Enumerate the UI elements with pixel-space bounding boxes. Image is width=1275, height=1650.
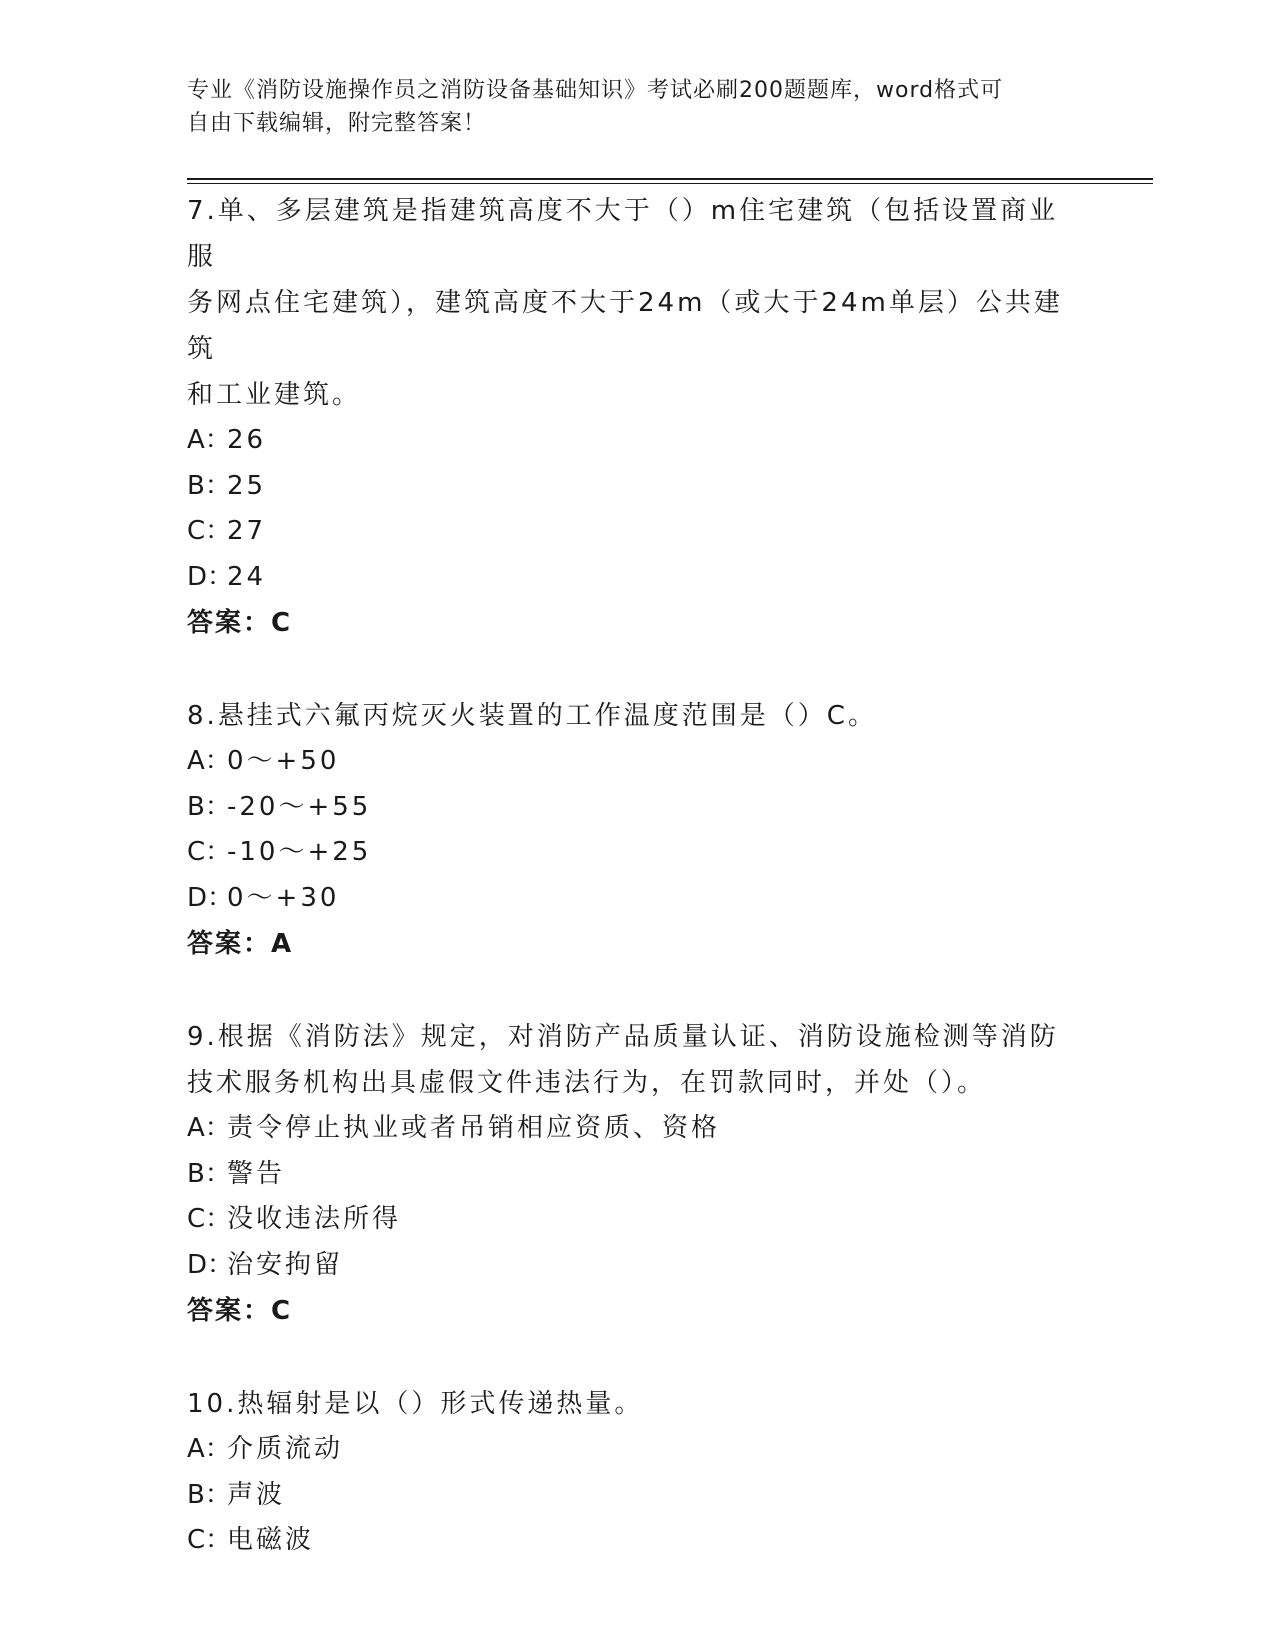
header-divider-thick [187, 178, 1153, 180]
option-text: 警告 [227, 1158, 286, 1189]
question-8 [187, 693, 1087, 967]
option-text: 电磁波 [227, 1525, 315, 1555]
header-line-2: 自由下载编辑，附完整答案！ [187, 111, 487, 136]
spacer [187, 1334, 1087, 1381]
option-text: 治安拘留 [227, 1249, 344, 1280]
option-text: 27 [227, 516, 267, 546]
option-label: C： [187, 516, 232, 546]
option-label: C： [187, 1204, 232, 1234]
option-text: 0～+30 [227, 882, 340, 913]
option-label: B： [187, 470, 231, 501]
option-label: A： [187, 425, 231, 455]
header-divider-thin [187, 183, 1153, 184]
option-text: 介质流动 [227, 1434, 344, 1464]
option-text: -10～+25 [227, 837, 372, 867]
question-7 [187, 188, 1087, 646]
option-label: D： [187, 1249, 234, 1280]
document-header [187, 74, 1067, 140]
option-a [187, 1427, 1087, 1473]
question-text-line: 9.根据《消防法》规定，对消防产品质量认证、消防设施检测等消防 [187, 1022, 1059, 1052]
option-text: 声波 [227, 1479, 286, 1510]
option-label: C： [187, 1525, 232, 1555]
option-label: D： [187, 882, 234, 913]
option-c [187, 509, 1087, 555]
answer-line: 答案：C [187, 1296, 293, 1326]
option-text: 24 [227, 561, 267, 592]
answer-line: 答案：A [187, 929, 294, 959]
option-d [187, 1243, 1087, 1289]
question-text-line: 7.单、多层建筑是指建筑高度不大于（）m住宅建筑（包括设置商业服 [187, 196, 1059, 272]
spacer [187, 646, 1087, 693]
option-text: 责令停止执业或者吊销相应资质、资格 [227, 1113, 721, 1143]
option-label: C： [187, 837, 232, 867]
option-d [187, 555, 1087, 601]
option-text: 25 [227, 470, 267, 501]
option-label: A： [187, 1434, 231, 1464]
option-label: D： [187, 561, 234, 592]
option-label: B： [187, 1479, 231, 1510]
option-label: B： [187, 791, 231, 822]
spacer [187, 967, 1087, 1014]
option-text: -20～+55 [227, 791, 372, 822]
option-label: A： [187, 1113, 231, 1143]
question-text-line: 8.悬挂式六氟丙烷灭火装置的工作温度范围是（）C。 [187, 701, 877, 731]
header-line-1: 专业《消防设施操作员之消防设备基础知识》考试必刷200题题库，word格式可 [187, 78, 1004, 103]
option-a [187, 418, 1087, 464]
option-a [187, 739, 1087, 785]
answer-line: 答案：C [187, 608, 293, 638]
question-text-line: 和工业建筑。 [187, 380, 362, 410]
question-text-line: 技术服务机构出具虚假文件违法行为，在罚款同时，并处（）。 [187, 1068, 987, 1098]
option-text: 0～+50 [227, 746, 340, 776]
question-9 [187, 1014, 1087, 1334]
option-c [187, 1518, 1087, 1564]
option-label: A： [187, 746, 231, 776]
option-b [187, 1473, 1087, 1519]
question-text-line: 务网点住宅建筑），建筑高度不大于24m（或大于24m单层）公共建筑 [187, 288, 1063, 364]
option-d [187, 876, 1087, 922]
option-label: B： [187, 1158, 231, 1189]
question-text-line: 10.热辐射是以（）形式传递热量。 [187, 1389, 644, 1419]
question-10 [187, 1381, 1087, 1564]
option-b [187, 1152, 1087, 1198]
option-a [187, 1106, 1087, 1152]
question-list [187, 188, 1087, 1564]
option-c [187, 830, 1087, 876]
option-b [187, 464, 1087, 510]
option-text: 没收违法所得 [227, 1204, 402, 1234]
option-text: 26 [227, 425, 267, 455]
option-c [187, 1197, 1087, 1243]
option-b [187, 785, 1087, 831]
